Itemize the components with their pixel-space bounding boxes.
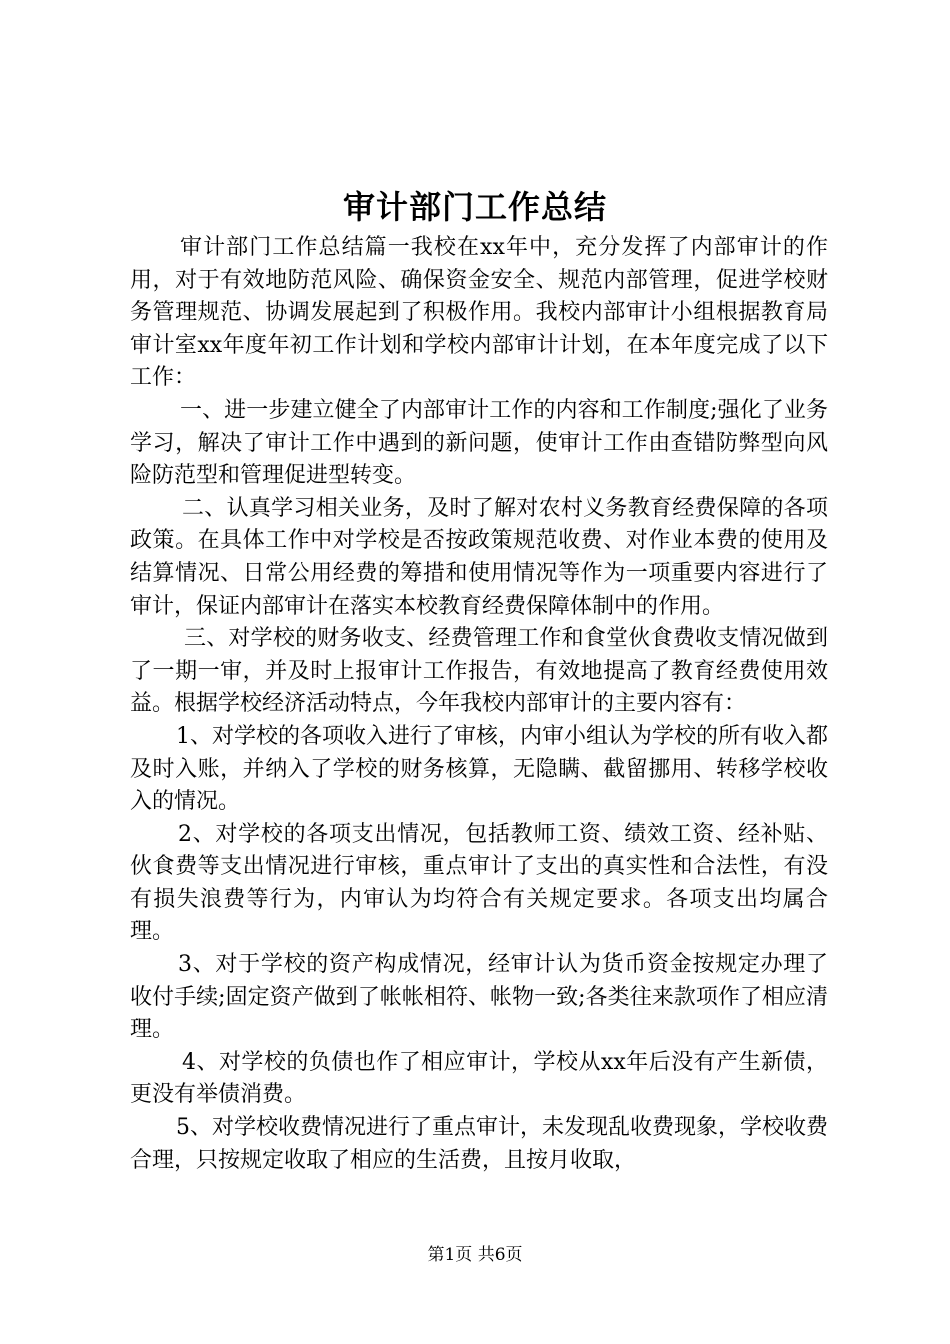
paragraph-item-2: 2、对学校的各项支出情况，包括教师工资、绩效工资、经补贴、伙食费等支出情况进行审核，重点审计了支出的真实性和合法性，有没有损失浪费等行为，内审认为均符合有关规定要求。各项支出均属合理。: [130, 821, 828, 945]
document-body: [130, 232, 828, 1177]
paragraph-item-1: 1、对学校的各项收入进行了审核，内审小组认为学校的所有收入都及时入账，并纳入了学校的财务核算，无隐瞒、截留挪用、转移学校收入的情况。: [130, 723, 828, 815]
paragraph-item-5: 5、对学校收费情况进行了重点审计，未发现乱收费现象，学校收费合理，只按规定收取了相应的生活费，且按月收取，: [130, 1115, 828, 1173]
page-number-footer: 第1页 共6页: [427, 1245, 523, 1265]
paragraph-item-3: 3、对于学校的资产构成情况，经审计认为货币资金按规定办理了收付手续;固定资产做到了帐帐相符、帐物一致;各类往来款项作了相应清理。: [130, 952, 828, 1043]
paragraph-section-2: 二、认真学习相关业务，及时了解对农村义务教育经费保障的各项政策。在具体工作中对学校是否按政策规范收费、对作业本费的使用及结算情况、日常公用经费的筹措和使用情况等作为一项重要内容进行了审计，保证内部审计在落实本校教育经费保障体制中的作用。: [130, 495, 828, 619]
paragraph-section-1: 一、进一步建立健全了内部审计工作的内容和工作制度;强化了业务学习，解决了审计工作中遇到的新问题，使审计工作由查错防弊型向风险防范型和管理促进型转变。: [130, 397, 828, 489]
paragraph-item-4: 4、对学校的负债也作了相应审计，学校从xx年后没有产生新债，更没有举债消费。: [130, 1049, 828, 1108]
paragraph-section-3: 三、对学校的财务收支、经费管理工作和食堂伙食费收支情况做到了一期一审，并及时上报审计工作报告，有效地提高了教育经费使用效益。根据学校经济活动特点，今年我校内部审计的主要内容有：: [130, 626, 828, 717]
paragraph-intro: 审计部门工作总结篇一我校在xx年中，充分发挥了内部审计的作用，对于有效地防范风险、确保资金安全、规范内部管理，促进学校财务管理规范、协调发展起到了积极作用。我校内部审计小组根据教育局审计室xx年度年初工作计划和学校内部审计计划，在本年度完成了以下工作：: [130, 235, 828, 391]
document-title: 审计部门工作总结: [342, 188, 607, 226]
